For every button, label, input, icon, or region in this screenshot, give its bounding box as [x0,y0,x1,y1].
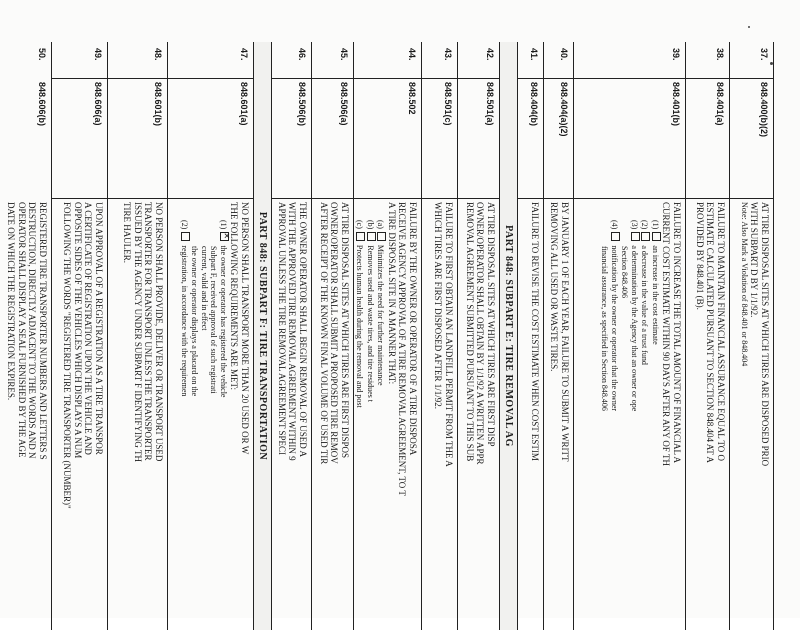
violation-text: THE OWNER OPERATOR SHALL BEGIN REMOVAL OF USED A [298,202,308,458]
table-row [354,42,422,630]
section-reference: 848.601(b) [153,82,163,127]
checkbox-square[interactable] [642,232,651,241]
row-number: 40. [559,48,569,61]
checkbox-option [180,202,191,628]
section-reference: 848.601(a) [239,82,249,126]
checkbox-square[interactable] [357,232,366,241]
rotated-violation-table [6,42,774,630]
violation-text: FAILURE BY THE OWNER OR OPERATOR OF A TIRE DISPOSA [408,202,418,456]
row-number: 50. [37,48,47,61]
option-label: Section 848.406 [620,246,630,298]
violation-text-line: A TIRE DISPOSAL SITE IN A MANNER THAT: [387,202,397,385]
option-label: an increase in the cost estimate [651,245,660,345]
checkbox-option [640,202,651,628]
violation-text-line: PROVIDED BY 848.401 (B). [695,202,705,310]
violation-text-line: AFTER RECEIPT OF THE KNOWN FINAL VOLUME OF USED TIR [319,202,329,465]
checkbox-option [366,202,377,628]
table-row [730,42,774,630]
row-number: 46. [297,48,307,61]
section-reference: 848.404(a)(2) [559,82,569,137]
subpart-header [500,42,518,630]
violation-description [740,202,771,628]
violation-description [465,202,497,628]
violation-text-line: A CERTIFICATE OF REGISTRATION UPON THE VEHICLE AND [83,202,94,455]
section-reference: 848.502 [407,82,417,115]
checkbox-square[interactable] [378,232,387,241]
checkbox-option [620,202,630,628]
table-row [686,42,730,630]
table-row [518,42,544,630]
violation-description [433,202,454,628]
option-label: Minimizes the need for further maintenance [376,244,386,386]
row-number: 37. [759,48,769,61]
violation-text-line: TIRE HAULER. [122,202,133,263]
violation-text-line: OWNER/OPERATOR SHALL SUBMIT A PROPOSED TIRE REMOV [329,202,340,464]
checkbox-square[interactable] [631,232,640,241]
violation-description [600,202,682,628]
violation-text-line: THE FOLLOWING REQUIREMENTS ARE MET: [229,202,240,391]
checkbox-square[interactable] [220,232,229,241]
violation-text: FAILURE TO MAINTAIN FINANCIAL ASSURANCE EQUAL TO O [716,202,726,462]
row-number: 43. [443,48,453,61]
section-reference: 848.501(a) [485,82,495,126]
option-marker: (3) [630,220,639,230]
option-marker: (1) [219,220,228,230]
violation-description [355,202,418,628]
row-number: 45. [339,48,349,61]
violation-text-line: DATE ON WHICH THE REGISTRATION EXPIRES. [6,202,17,401]
violation-text-line: OPPOSITE SIDES OF THE VEHICLES WHICH DISPLAYS A NUM [73,202,83,459]
violation-description [6,202,48,628]
checkbox-square[interactable] [367,232,376,241]
subpart-header [254,42,272,630]
option-marker: (a) [376,220,386,229]
violation-description [62,202,104,628]
violation-text: AT TIRE DISPOSAL SITES AT WHICH TIRES ARE FIRST DISPOS [340,202,350,458]
section-reference: 848.401(a) [715,82,725,126]
checkbox-option [200,202,210,628]
section-reference: 848.401(b) [671,82,681,127]
row-number: 47. [239,48,249,61]
checkbox-square[interactable] [611,232,620,241]
row-number: 42. [485,48,495,61]
violation-text-line: APPROVAL UNLESS THE TIRE REMOVAL AGREEMENT SPECI [277,202,287,456]
violation-text-line: TRANSPORTER FOR TRANSPORT UNLESS THE TRANSPORTER [143,202,154,461]
option-label: a decrease in the value of a trust fund [640,245,650,365]
scan-speck [748,26,750,28]
violation-text: BY JANUARY 1 OF EACH YEAR, FAILURE TO SUBMIT A WRITT [560,202,570,462]
section-reference: 848.506(a) [339,82,349,126]
violation-description [695,202,727,628]
table-row [52,42,108,630]
row-number: 49. [93,48,103,61]
table-row [272,42,312,630]
violation-text: FAILURE TO FIRST OBTAIN AN LANDFILL PERMIT FROM THE A [444,202,454,467]
option-marker: (4) [610,220,619,230]
option-marker: (2) [640,220,650,230]
option-marker: (b) [366,220,375,230]
violation-description [122,202,164,628]
row-number: 38. [715,48,725,61]
checkbox-option [219,202,230,628]
table-row [458,42,500,630]
violation-text-line: RECEIVE AGENCY APPROVAL OF A TIRE REMOVAL AGREEMENT, TO T [397,202,408,496]
violation-text-line: WHICH TIRES ARE FIRST DISPOSED AFTER 1/1/92. [433,202,444,409]
checkbox-option [600,202,610,628]
checkbox-option [651,202,662,628]
violation-text-line: FOLLOWING THE WORDS "REGISTERED TIRE TRANSPORTER (NUMBER)" [62,202,73,509]
violation-text-line: Note: Also Mark a Violation of 848.401 or 848.404 [740,202,749,367]
checkbox-option [610,202,621,628]
option-label: current, valid and in effect [200,246,209,331]
violation-text-line: DESTRUCTION, DIRECTLY ADJACENT TO THE WORDS AND N [27,202,38,459]
checkbox-option [355,202,366,628]
checkbox-square[interactable] [181,232,190,241]
option-marker: (c) [355,220,365,229]
violation-text: FAILURE TO REVISE THE COST ESTIMATE WHEN COST ESTIM [530,202,540,461]
violation-description [319,202,351,628]
option-label: a determination by the Agency that an owner or ope [630,245,639,412]
table-row [574,42,686,630]
table-row [422,42,458,630]
table-row [168,42,254,630]
option-label: Subpart F, received approval of such registrati [209,246,219,394]
violation-text-line: OWNER/OPERATOR SHALL OBTAIN BY 1/1/92 A WRITTEN APPR [475,202,486,465]
violation-description [530,202,541,628]
checkbox-option [630,202,641,628]
violation-text-line: WITH SUBPART D BY 1/1/92. [749,202,760,318]
violation-text-line: OPERATOR SHALL DISPLAY A SEAL FURNISHED BY THE AGE [17,202,27,458]
option-marker: (1) [651,220,660,230]
option-label: Removes used and waste tires, and tire residues t [366,245,375,402]
subpart-title: PART 848: SUBPART E: TIRE REMOVAL AG [503,225,514,447]
table-row [544,42,574,630]
violation-description [277,202,309,628]
table-row [312,42,354,630]
violation-text-line: ESTIMATE CALCULATED PURSUANT TO SECTION 848.404 AT A [705,202,716,463]
section-reference: 848.404(b) [529,82,539,127]
violation-description [549,202,570,628]
row-number: 41. [529,48,539,61]
option-label: the owner or operator has registered the vehicle [219,245,228,398]
table-row [0,42,52,630]
violation-text-line: CURRENT COST ESTIMATE WITHIN 90 DAYS AFTER ANY OF TH [661,202,672,466]
option-label: the owner or operator displays a placard on the [190,246,200,397]
section-reference: 848.606(a) [93,82,103,126]
option-label: financial assurance, as specified in Section 848.406 [600,246,610,411]
violation-text-line: WITH THE APPROVED TIRE REMOVAL AGREEMENT WITHIN 9 [287,202,298,461]
violation-text: NO PERSON SHALL PROVIDE, DELIVER OR TRANSPORT USED [154,202,164,462]
violation-description [180,202,251,628]
checkbox-option [190,202,200,628]
violation-text: AT TIRE DISPOSAL SITES AT WHICH TIRES ARE DISPOSED PRIO [760,202,770,467]
row-number: 39. [671,48,681,61]
section-reference: 848.506(b) [297,82,307,127]
row-number: 44. [407,48,417,61]
checkbox-square[interactable] [652,232,661,241]
table-row [108,42,168,630]
violation-text-line: REMOVAL AGREEMENT SUBMITTED PURSUANT TO THIS SUB [465,202,475,462]
checkbox-option [209,202,219,628]
violation-text: AT TIRE DISPOSAL SITES AT WHICH TIRES ARE FIRST DISP [486,202,496,447]
row-number: 48. [153,48,163,61]
checkbox-option [376,202,387,628]
option-label: notification by the owner or operator that the owner [610,245,619,412]
violation-text: NO PERSON SHALL TRANSPORT MORE THAN 20 USED OR W [240,202,250,455]
option-label: Protects human health during the removal and post [355,244,365,408]
option-label: registration, in accordance with the requiremen [180,245,189,397]
violation-text: UPON APPROVAL OF A REGISTRATION AS A TIRE TRANSPOR [94,202,104,455]
violation-text: REGISTERED TIRE TRANSPORTER NUMBERS AND LETTERS S [38,202,48,460]
subpart-title: PART 848: SUBPART F: TIRE TRANSPORTATION [257,211,268,461]
violation-text-line: ISSUED BY THE AGENCY UNDER SUBPART F IDENTIFYING TH [133,202,143,462]
section-reference: 848.606(b) [37,82,47,127]
option-marker: (2) [180,220,189,230]
section-reference: 848.501(c) [443,82,453,126]
violation-text: FAILURE TO INCREASE THE TOTAL AMOUNT OF FINANCIAL A [672,202,682,463]
section-reference: 848.400(b)(2) [759,82,769,138]
violation-text-line: REMOVING ALL USED OR WASTE TIRES. [549,202,560,372]
